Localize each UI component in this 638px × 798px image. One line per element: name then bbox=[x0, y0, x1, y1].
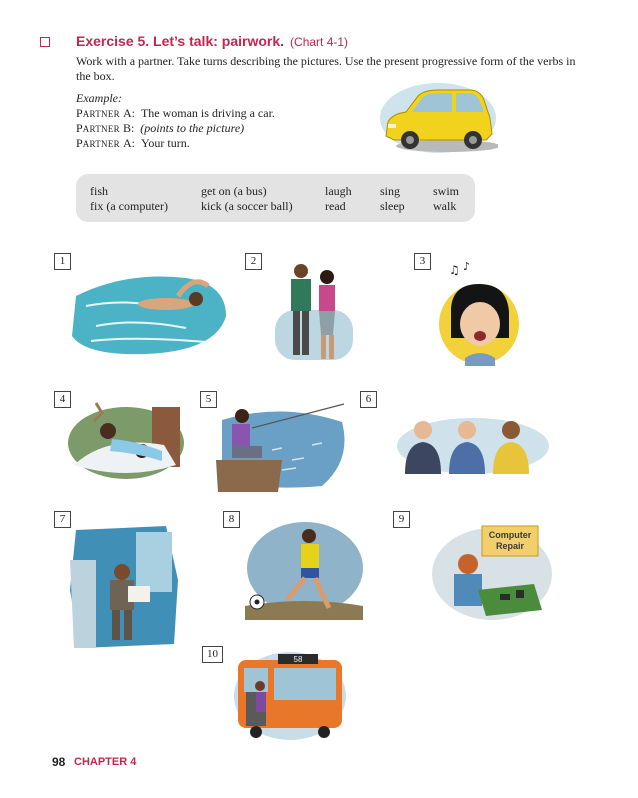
picture-number: 6 bbox=[360, 391, 377, 408]
verb-laugh: laugh bbox=[325, 184, 352, 198]
example-text: (points to the picture) bbox=[140, 121, 245, 135]
verb-get-on: get on (a bus) bbox=[201, 184, 267, 198]
laughing-people-illustration bbox=[395, 408, 550, 474]
picture-number: 7 bbox=[54, 511, 71, 528]
verb-walk: walk bbox=[433, 199, 457, 213]
speaker-name: ARTNER bbox=[82, 109, 120, 119]
speaker-name: ARTNER bbox=[82, 139, 120, 149]
svg-text:♫: ♫ bbox=[449, 263, 460, 277]
example-line-1 bbox=[76, 106, 275, 121]
verb-sing: sing bbox=[380, 184, 401, 198]
bus-illustration bbox=[232, 646, 350, 742]
swimmer-illustration bbox=[66, 266, 231, 358]
example-line-2 bbox=[76, 121, 244, 136]
speaker-suffix: A: bbox=[122, 106, 135, 120]
walking-couple-illustration bbox=[275, 255, 355, 367]
verb-fix: fix (a computer) bbox=[90, 199, 168, 213]
verb-sleep: sleep bbox=[380, 199, 405, 213]
picture-number: 9 bbox=[393, 511, 410, 528]
page-number: 98 bbox=[52, 755, 66, 769]
soccer-player-illustration bbox=[245, 520, 363, 620]
verb-read: read bbox=[325, 199, 346, 213]
speaker-initial: P bbox=[76, 121, 83, 135]
checkbox-icon bbox=[40, 37, 50, 47]
exercise-title-text: Exercise 5. Let’s talk: pairwork. bbox=[76, 33, 285, 49]
picture-number: 5 bbox=[200, 391, 217, 408]
car-illustration bbox=[378, 78, 498, 154]
sign-text-line2: Repair bbox=[495, 541, 525, 551]
picture-number: 4 bbox=[54, 391, 71, 408]
picture-number: 8 bbox=[223, 511, 240, 528]
chart-reference: (Chart 4-1) bbox=[290, 35, 349, 49]
chapter-label: CHAPTER 4 bbox=[74, 756, 137, 768]
fishing-woman-illustration bbox=[212, 400, 352, 492]
speaker-suffix: B: bbox=[122, 121, 135, 135]
speaker-initial: P bbox=[76, 136, 83, 150]
sleeping-people-illustration bbox=[66, 395, 186, 481]
speaker-initial: P bbox=[76, 106, 83, 120]
speaker-name: ARTNER bbox=[82, 124, 120, 134]
picture-number: 2 bbox=[245, 253, 262, 270]
sign-text-line1: Computer bbox=[488, 530, 532, 540]
bus-number: 58 bbox=[293, 655, 303, 664]
exercise-title bbox=[76, 33, 348, 49]
verb-kick: kick (a soccer ball) bbox=[201, 199, 293, 213]
example-label: Example: bbox=[76, 91, 122, 105]
reading-man-illustration bbox=[66, 520, 182, 650]
example-line-3 bbox=[76, 136, 190, 151]
svg-text:♪: ♪ bbox=[463, 262, 471, 273]
picture-number: 1 bbox=[54, 253, 71, 270]
verb-word-box bbox=[76, 174, 475, 222]
computer-repair-illustration bbox=[430, 518, 552, 622]
speaker-suffix: A: bbox=[122, 136, 135, 150]
verb-swim: swim bbox=[433, 184, 460, 198]
exercise-instructions: Work with a partner. Take turns describing the pictures. Use the present progressive form of the verbs in the box. bbox=[76, 54, 576, 83]
picture-number: 10 bbox=[202, 646, 223, 663]
picture-number: 3 bbox=[414, 253, 431, 270]
example-text: The woman is driving a car. bbox=[140, 106, 275, 120]
singing-girl-illustration bbox=[437, 262, 522, 366]
example-text: Your turn. bbox=[140, 136, 190, 150]
verb-fish: fish bbox=[90, 184, 108, 198]
